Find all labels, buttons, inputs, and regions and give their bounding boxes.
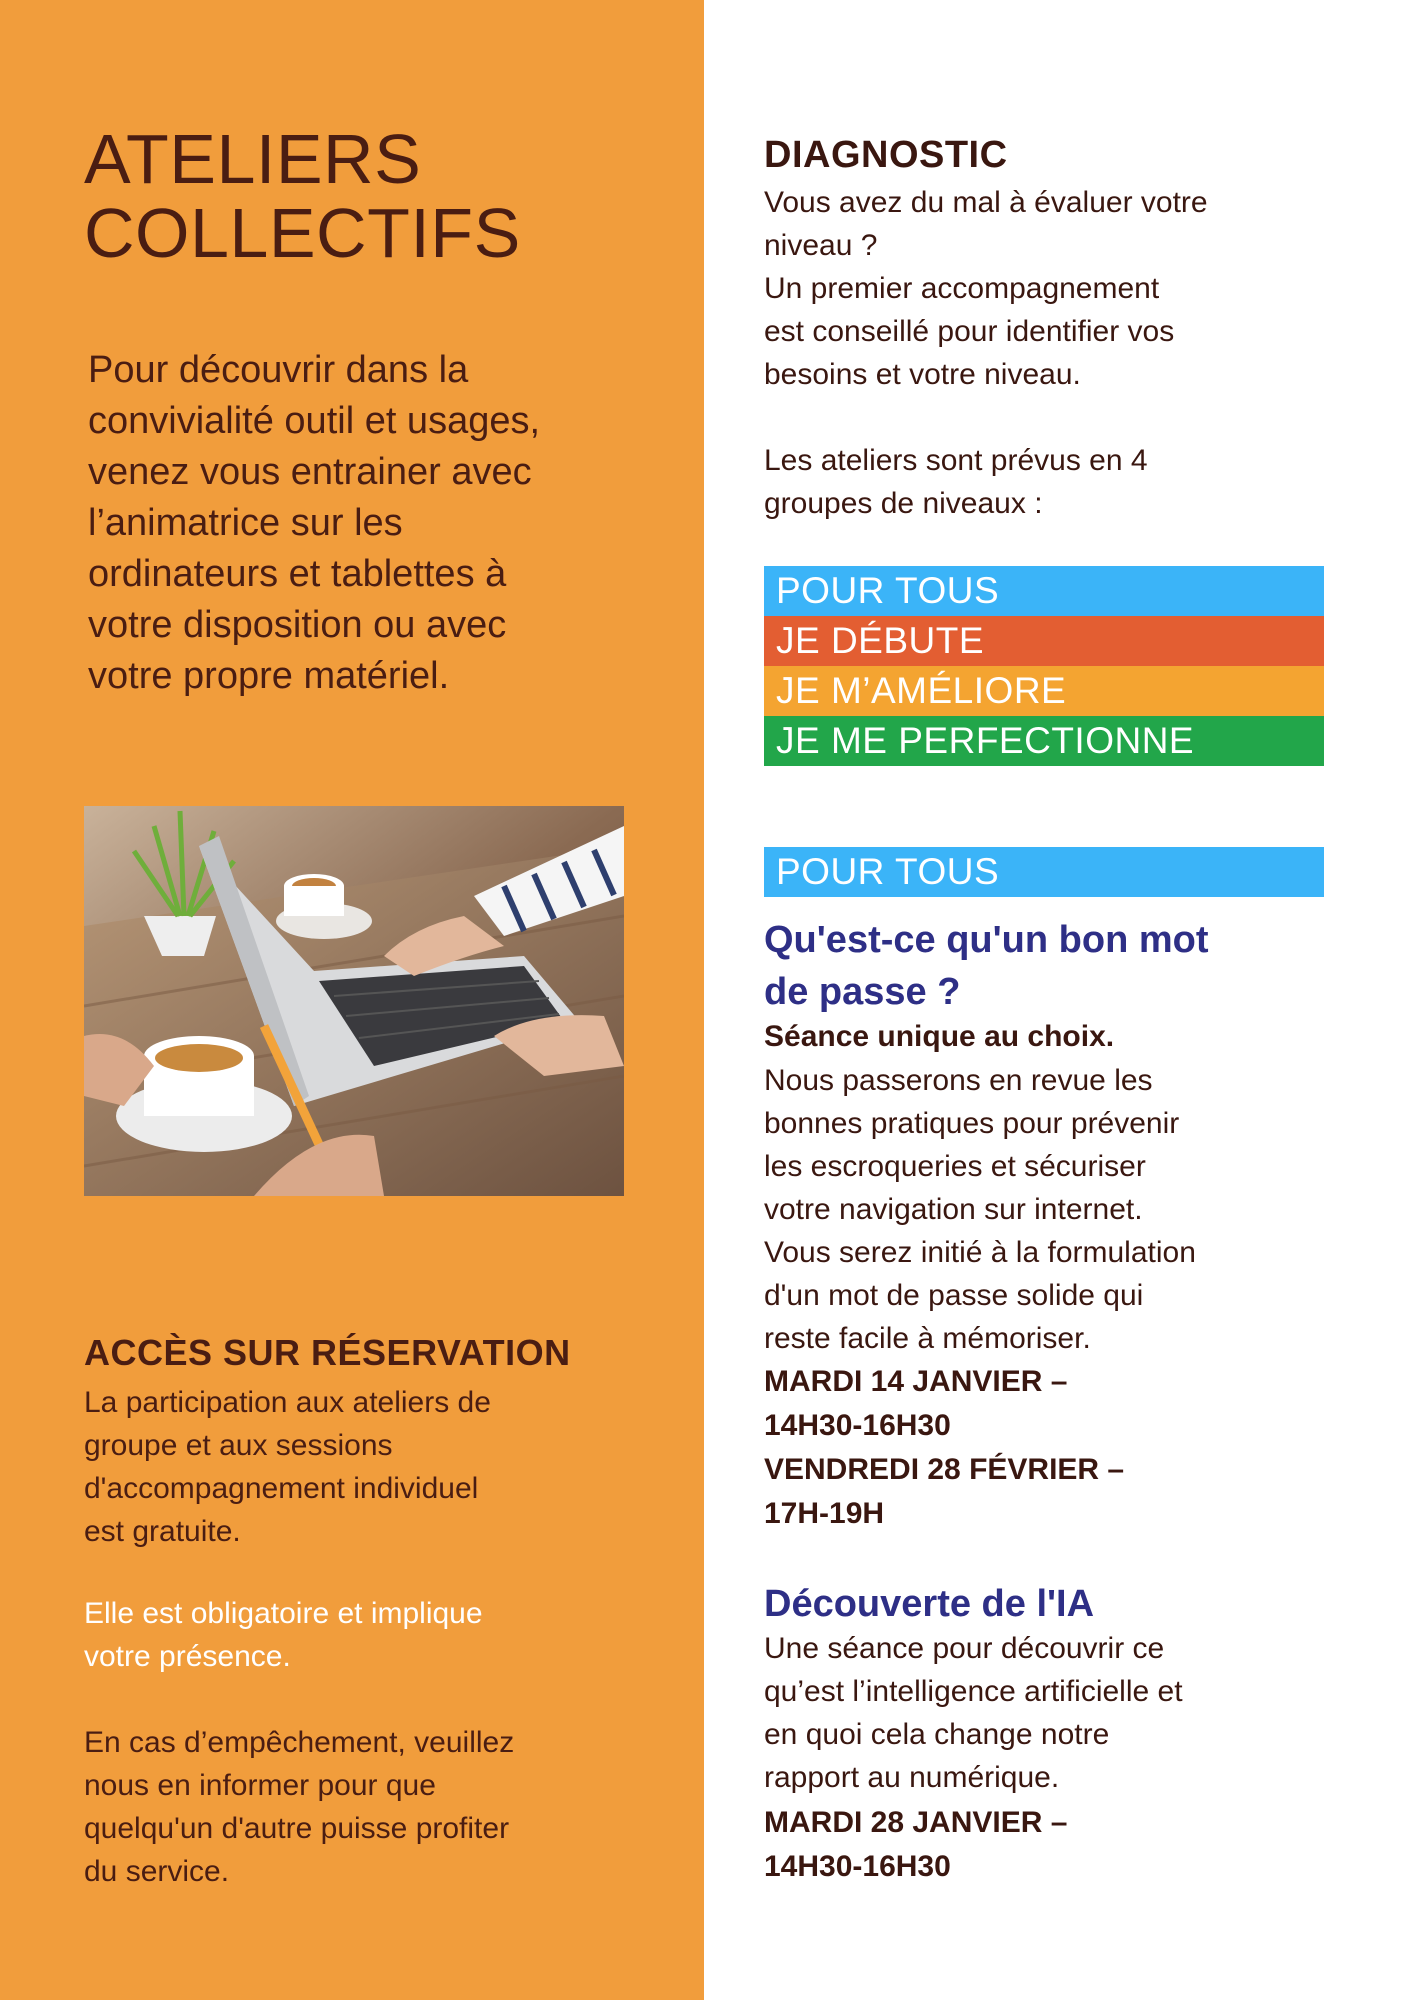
workshop-ia-dates xyxy=(764,1801,1349,1889)
intro-line: ordinateurs et tablettes à xyxy=(88,553,507,595)
section-tag-pour-tous: POUR TOUS xyxy=(764,847,1324,897)
cancellation-line: du service. xyxy=(84,1855,230,1888)
levels-intro-line: Les ateliers sont prévus en 4 xyxy=(764,444,1148,477)
intro-line: venez vous entrainer avec xyxy=(88,451,532,493)
diagnostic-line: Un premier accompagnement xyxy=(764,272,1160,305)
workshop-password-title xyxy=(764,914,1349,1018)
workshop-password-description xyxy=(764,1059,1349,1360)
intro-paragraph xyxy=(88,345,668,702)
date-line: MARDI 14 JANVIER – xyxy=(764,1365,1068,1398)
cancellation-line: nous en informer pour que xyxy=(84,1769,436,1802)
level-legend xyxy=(764,566,1324,766)
description-line: bonnes pratiques pour prévenir xyxy=(764,1107,1180,1140)
workshop-title-line: de passe ? xyxy=(764,971,961,1013)
intro-line: l’animatrice sur les xyxy=(88,502,403,544)
cancellation-paragraph xyxy=(84,1721,674,1893)
date-line: 14H30-16H30 xyxy=(764,1409,951,1442)
description-line: rapport au numérique. xyxy=(764,1761,1060,1794)
access-line: d'accompagnement individuel xyxy=(84,1472,479,1505)
page-title xyxy=(84,122,664,270)
level-je-me-perfectionne: JE ME PERFECTIONNE xyxy=(764,716,1324,766)
access-paragraph xyxy=(84,1381,674,1553)
left-panel xyxy=(0,0,704,2000)
cancellation-line: En cas d’empêchement, veuillez xyxy=(84,1726,515,1759)
workshop-ia-title: Découverte de l'IA xyxy=(764,1583,1095,1625)
workshop-password-dates xyxy=(764,1360,1349,1536)
level-je-debute: JE DÉBUTE xyxy=(764,616,1324,666)
mandatory-line: Elle est obligatoire et implique xyxy=(84,1597,483,1630)
access-line: groupe et aux sessions xyxy=(84,1429,393,1462)
description-line: Une séance pour découvrir ce xyxy=(764,1632,1165,1665)
access-heading: ACCÈS SUR RÉSERVATION xyxy=(84,1332,571,1373)
cancellation-line: quelqu'un d'autre puisse profiter xyxy=(84,1812,510,1845)
workshop-password-subtitle: Séance unique au choix. xyxy=(764,1020,1115,1053)
workshop-ia-description xyxy=(764,1627,1349,1799)
level-pour-tous: POUR TOUS xyxy=(764,566,1324,616)
title-line: COLLECTIFS xyxy=(84,194,521,272)
mandatory-line: votre présence. xyxy=(84,1640,291,1673)
date-line: 14H30-16H30 xyxy=(764,1850,951,1883)
diagnostic-line: Vous avez du mal à évaluer votre xyxy=(764,186,1208,219)
diagnostic-heading: DIAGNOSTIC xyxy=(764,134,1008,176)
levels-intro xyxy=(764,439,1349,525)
description-line: votre navigation sur internet. xyxy=(764,1193,1143,1226)
workshop-title-line: Qu'est-ce qu'un bon mot xyxy=(764,919,1209,961)
levels-intro-line: groupes de niveaux : xyxy=(764,487,1043,520)
access-line: La participation aux ateliers de xyxy=(84,1386,491,1419)
date-line: VENDREDI 28 FÉVRIER – xyxy=(764,1453,1125,1486)
laptop-workshop-photo xyxy=(84,806,624,1196)
intro-line: votre propre matériel. xyxy=(88,655,450,697)
intro-line: convivialité outil et usages, xyxy=(88,400,541,442)
diagnostic-line: est conseillé pour identifier vos xyxy=(764,315,1175,348)
diagnostic-line: besoins et votre niveau. xyxy=(764,358,1081,391)
description-line: reste facile à mémoriser. xyxy=(764,1322,1091,1355)
description-line: qu’est l’intelligence artificielle et xyxy=(764,1675,1183,1708)
date-line: MARDI 28 JANVIER – xyxy=(764,1806,1068,1839)
diagnostic-line: niveau ? xyxy=(764,229,878,262)
intro-line: votre disposition ou avec xyxy=(88,604,507,646)
description-line: Nous passerons en revue les xyxy=(764,1064,1153,1097)
description-line: en quoi cela change notre xyxy=(764,1718,1110,1751)
description-line: Vous serez initié à la formulation xyxy=(764,1236,1196,1269)
description-line: d'un mot de passe solide qui xyxy=(764,1279,1144,1312)
diagnostic-paragraph xyxy=(764,181,1349,396)
description-line: les escroqueries et sécuriser xyxy=(764,1150,1146,1183)
access-line: est gratuite. xyxy=(84,1515,241,1548)
mandatory-paragraph xyxy=(84,1592,674,1678)
level-je-m-ameliore: JE M’AMÉLIORE xyxy=(764,666,1324,716)
intro-line: Pour découvrir dans la xyxy=(88,349,469,391)
date-line: 17H-19H xyxy=(764,1497,885,1530)
title-line: ATELIERS xyxy=(84,120,422,198)
